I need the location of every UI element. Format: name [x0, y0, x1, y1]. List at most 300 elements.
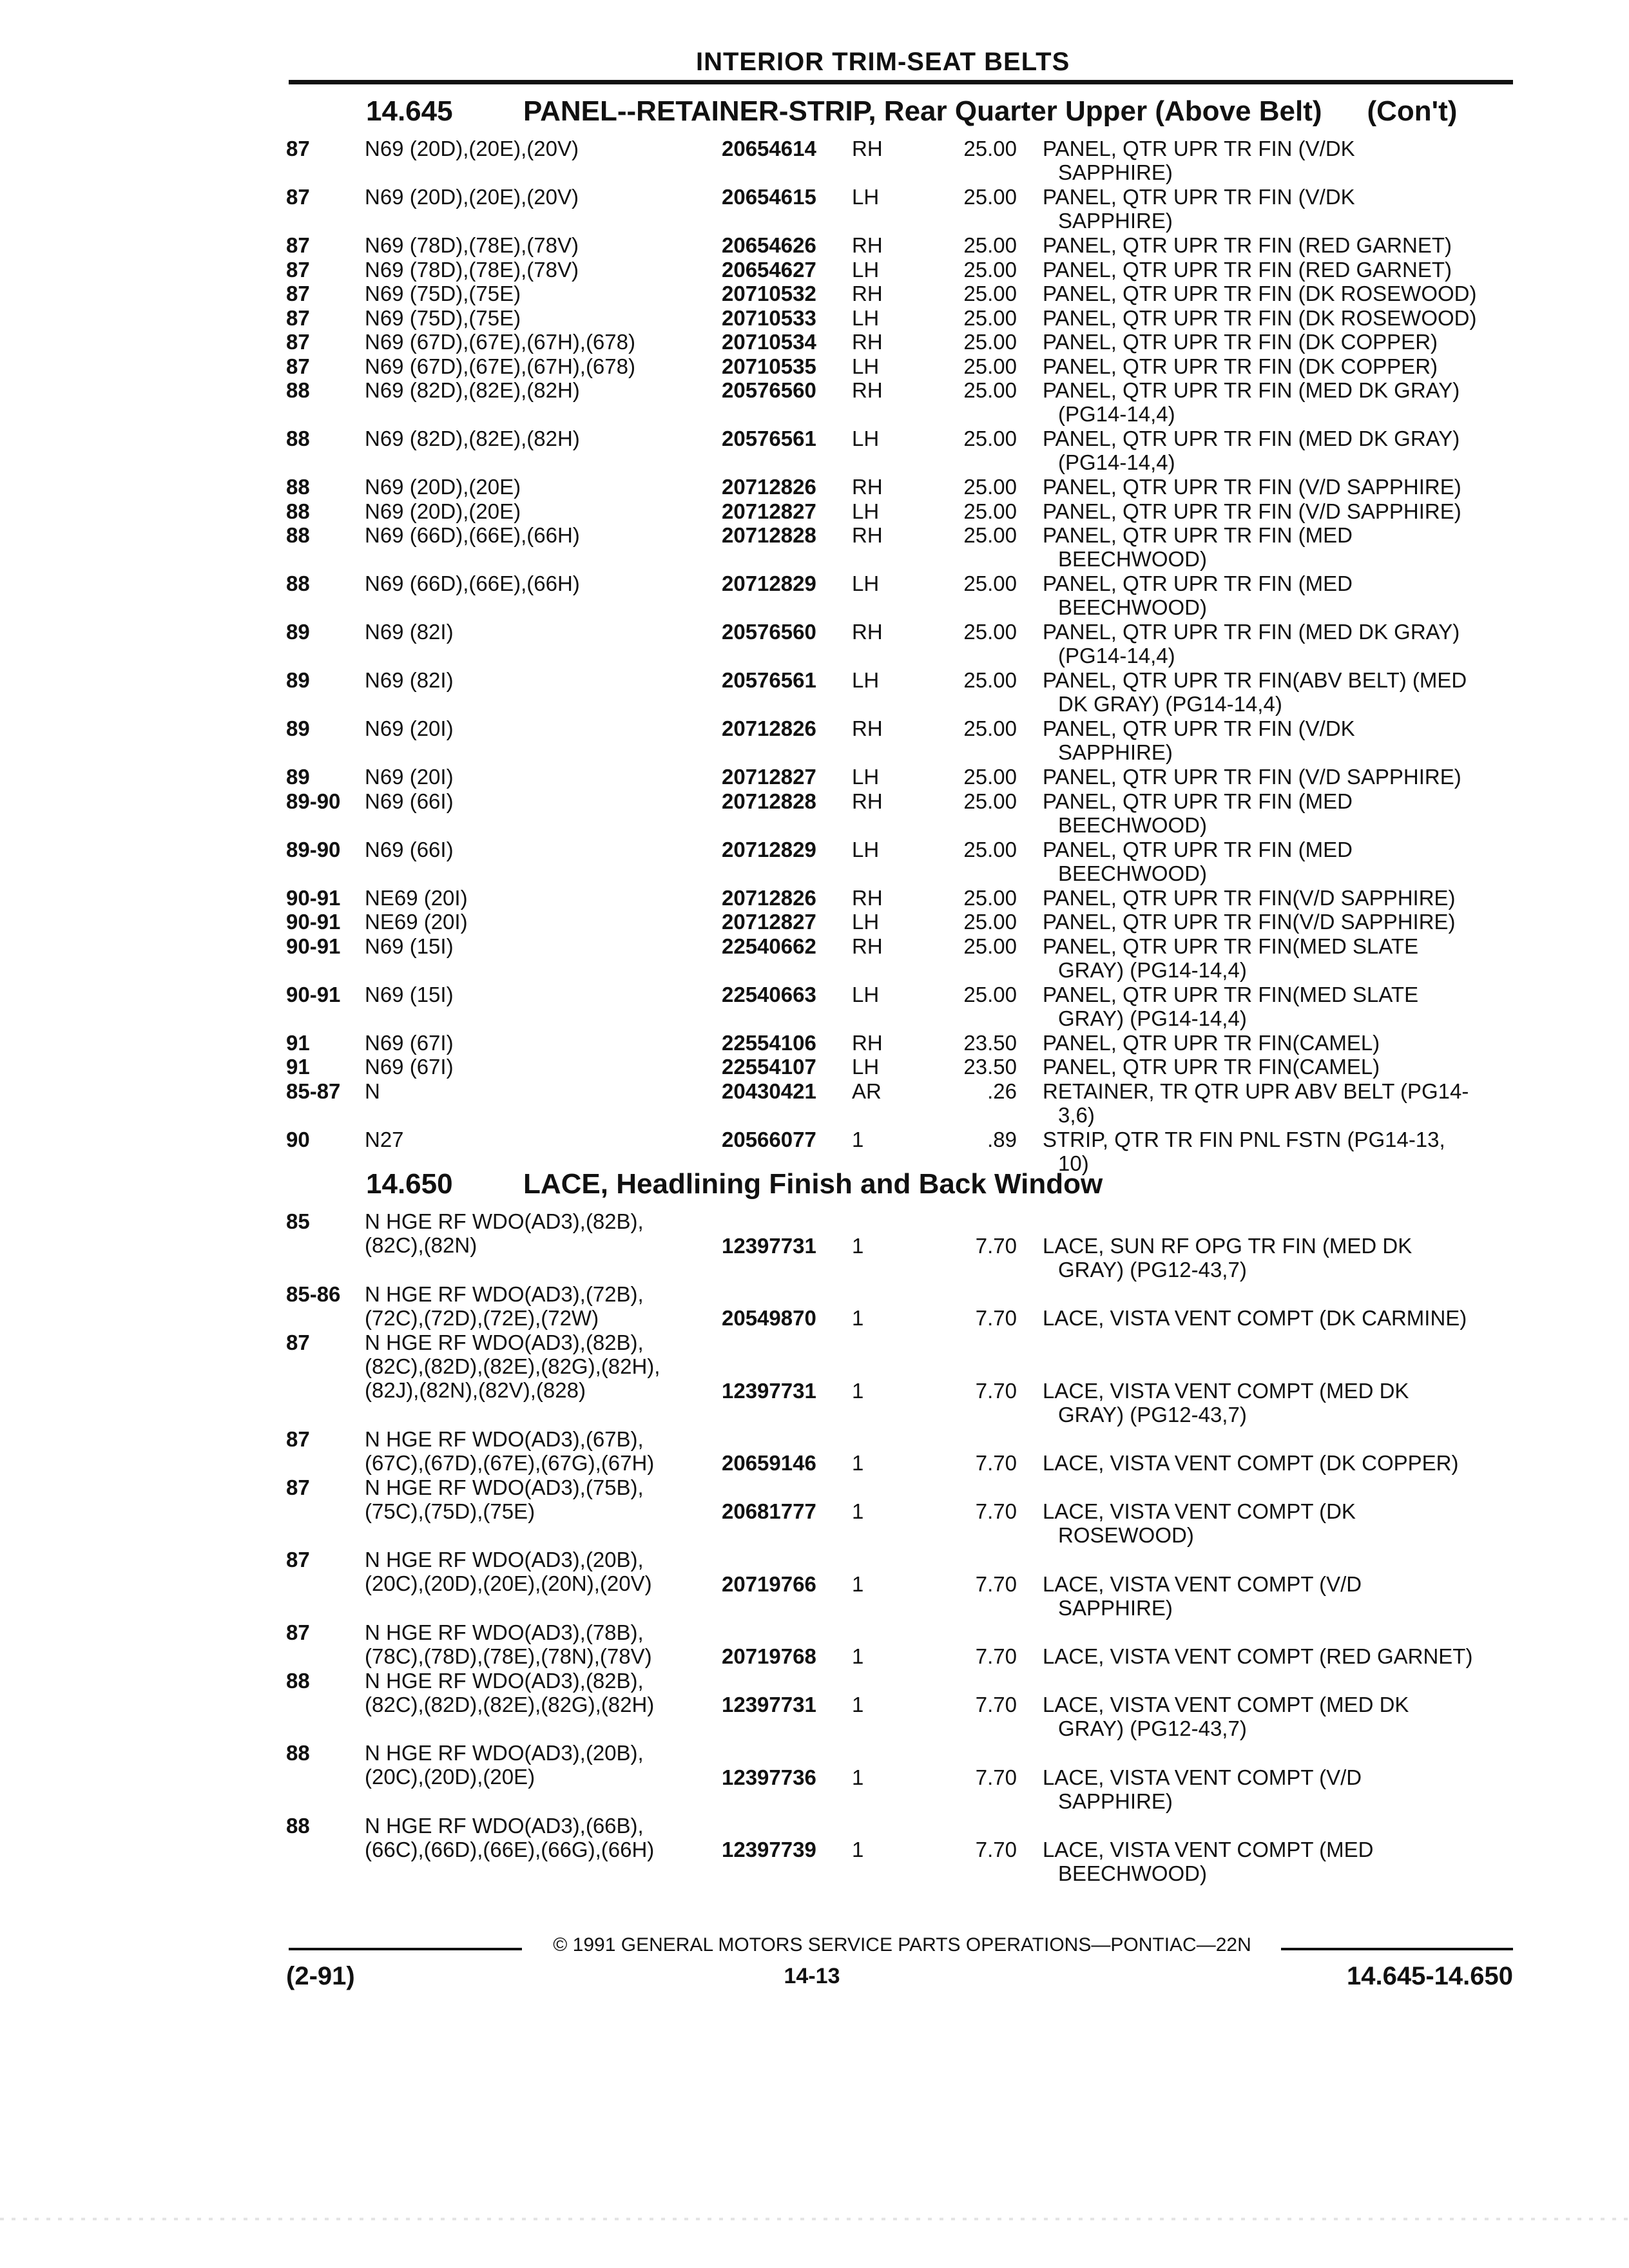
part-number: 20576560: [722, 378, 816, 402]
model-application: [365, 378, 713, 402]
price: 25.00: [963, 305, 1017, 330]
model-line: N69 (20I): [365, 716, 454, 740]
description-line: GRAY) (PG12-43,7): [1058, 1716, 1247, 1740]
description-line: PANEL, QTR UPR TR FIN (MED: [1043, 789, 1353, 813]
model-year: 88: [286, 475, 310, 499]
description-line: (PG14-14,4): [1058, 450, 1175, 474]
part-number: 20712829: [722, 572, 816, 595]
model-line: N69 (82I): [365, 668, 454, 692]
model-year: 90-91: [286, 885, 341, 910]
part-description: [1043, 572, 1507, 619]
description-line: SAPPHIRE): [1058, 740, 1173, 764]
parts-row: [0, 233, 1629, 258]
quantity: LH: [852, 257, 880, 282]
part-number: 20712826: [722, 885, 816, 910]
model-line: (78C),(78D),(78E),(78N),(78V): [365, 1644, 652, 1668]
parts-row: [0, 1475, 1629, 1547]
model-line: (82C),(82D),(82E),(82G),(82H): [365, 1692, 655, 1716]
model-year: 88: [286, 1668, 310, 1693]
footer-section-range: 14.645-14.650: [1346, 1962, 1513, 1990]
description-line: GRAY) (PG14-14,4): [1058, 957, 1247, 982]
description-line: RETAINER, TR QTR UPR ABV BELT (PG14-: [1043, 1079, 1469, 1103]
section-title: LACE, Headlining Finish and Back Window: [523, 1168, 1103, 1200]
quantity: 1: [852, 1499, 864, 1523]
parts-row: [0, 475, 1629, 499]
parts-row: [0, 1813, 1629, 1885]
parts-row: [0, 499, 1629, 524]
model-year: 85: [286, 1209, 310, 1233]
quantity: LH: [852, 910, 880, 934]
model-year: 87: [286, 305, 310, 330]
model-line: N69 (67D),(67E),(67H),(678): [365, 330, 635, 354]
part-description: [1043, 499, 1507, 523]
part-number: 12397731: [722, 1233, 816, 1258]
model-line: N69 (67D),(67E),(67H),(678): [365, 354, 635, 378]
quantity: LH: [852, 305, 880, 330]
price: 7.70: [975, 1644, 1017, 1668]
model-line: (82C),(82D),(82E),(82G),(82H),: [365, 1354, 660, 1378]
part-number: 20712826: [722, 475, 816, 499]
model-application: [365, 1331, 713, 1402]
model-year: 85-86: [286, 1282, 341, 1306]
model-application: [365, 572, 713, 595]
part-description: [1043, 282, 1507, 305]
quantity: LH: [852, 185, 880, 209]
model-year: 89: [286, 765, 310, 789]
description-line: PANEL, QTR UPR TR FIN (RED GARNET): [1043, 257, 1452, 282]
description-line: PANEL, QTR UPR TR FIN (V/D SAPPHIRE): [1043, 475, 1461, 499]
scan-artifact: [0, 2218, 1629, 2220]
part-number: 22554107: [722, 1055, 816, 1079]
model-application: [365, 1079, 713, 1103]
description-line: LACE, VISTA VENT COMPT (DK: [1043, 1499, 1356, 1523]
parts-row: [0, 1330, 1629, 1427]
price: 25.00: [963, 765, 1017, 789]
part-description: [1043, 378, 1507, 426]
model-line: N69 (75D),(75E): [365, 282, 521, 305]
part-number: 20712828: [722, 789, 816, 813]
parts-row: [0, 1620, 1629, 1669]
price: 25.00: [963, 282, 1017, 305]
price: 25.00: [963, 716, 1017, 740]
part-description: [1043, 838, 1507, 885]
model-application: [365, 258, 713, 282]
description-line: LACE, VISTA VENT COMPT (RED GARNET): [1043, 1644, 1473, 1668]
part-number: 20659146: [722, 1451, 816, 1475]
description-line: GRAY) (PG12-43,7): [1058, 1402, 1247, 1427]
model-year: 90-91: [286, 934, 341, 958]
description-line: PANEL, QTR UPR TR FIN (MED DK GRAY): [1043, 620, 1460, 644]
model-year: 88: [286, 523, 310, 547]
part-description: [1043, 886, 1507, 910]
model-line: (82C),(82N): [365, 1233, 477, 1257]
parts-row: [0, 668, 1629, 716]
model-year: 87: [286, 1475, 310, 1499]
model-year: 90-91: [286, 910, 341, 934]
description-line: PANEL, QTR UPR TR FIN (V/D SAPPHIRE): [1043, 499, 1461, 523]
description-line: PANEL, QTR UPR TR FIN(CAMEL): [1043, 1030, 1380, 1055]
parts-row: [0, 789, 1629, 838]
part-description: [1043, 1379, 1507, 1427]
model-application: [365, 306, 713, 330]
model-line: N69 (78D),(78E),(78V): [365, 257, 579, 282]
description-line: PANEL, QTR UPR TR FIN (DK COPPER): [1043, 354, 1438, 378]
model-line: N HGE RF WDO(AD3),(82B),: [365, 1209, 644, 1233]
price: 25.00: [963, 185, 1017, 209]
description-line: LACE, VISTA VENT COMPT (V/D: [1043, 1765, 1362, 1789]
model-application: [365, 1475, 713, 1523]
quantity: LH: [852, 499, 880, 523]
parts-row: [0, 427, 1629, 475]
header-rule: [289, 80, 1513, 84]
price: 7.70: [975, 1233, 1017, 1258]
model-year: 87: [286, 185, 310, 209]
description-line: SAPPHIRE): [1058, 1789, 1173, 1813]
description-line: LACE, VISTA VENT COMPT (V/D: [1043, 1571, 1362, 1596]
model-application: [365, 983, 713, 1006]
description-line: PANEL, QTR UPR TR FIN (RED GARNET): [1043, 233, 1452, 257]
description-line: LACE, VISTA VENT COMPT (MED: [1043, 1838, 1374, 1861]
model-year: 88: [286, 1741, 310, 1765]
part-number: 20576560: [722, 620, 816, 644]
description-line: PANEL, QTR UPR TR FIN (MED: [1043, 837, 1353, 861]
model-line: N69 (20I): [365, 765, 454, 789]
part-number: 20719766: [722, 1571, 816, 1596]
quantity: 1: [852, 1127, 864, 1151]
parts-row: [0, 1209, 1629, 1282]
model-line: N69 (15I): [365, 934, 454, 958]
price: 7.70: [975, 1306, 1017, 1330]
page-header-title: INTERIOR TRIM-SEAT BELTS: [696, 48, 1070, 76]
description-line: PANEL, QTR UPR TR FIN (DK ROSEWOOD): [1043, 305, 1477, 330]
price: 23.50: [963, 1030, 1017, 1055]
model-application: [365, 1548, 713, 1595]
parts-row: [0, 716, 1629, 765]
model-year: 90: [286, 1127, 310, 1151]
part-number: 20710533: [722, 305, 816, 330]
price: 25.00: [963, 934, 1017, 958]
model-year: 87: [286, 282, 310, 305]
model-year: 87: [286, 1330, 310, 1354]
model-year: 88: [286, 499, 310, 523]
model-application: [365, 910, 713, 934]
model-application: [365, 668, 713, 692]
model-line: N HGE RF WDO(AD3),(20B),: [365, 1741, 644, 1765]
model-line: (75C),(75D),(75E): [365, 1499, 535, 1523]
model-line: (72C),(72D),(72E),(72W): [365, 1305, 599, 1330]
model-application: [365, 1282, 713, 1330]
quantity: 1: [852, 1306, 864, 1330]
part-description: [1043, 137, 1507, 184]
part-description: [1043, 934, 1507, 982]
description-line: 10): [1058, 1151, 1089, 1175]
price: 25.00: [963, 475, 1017, 499]
part-description: [1043, 1572, 1507, 1620]
quantity: 1: [852, 1693, 864, 1716]
model-year: 87: [286, 137, 310, 160]
parts-row: [0, 282, 1629, 306]
quantity: LH: [852, 427, 880, 450]
section-title: PANEL--RETAINER-STRIP, Rear Quarter Upper (Above Belt): [523, 95, 1322, 127]
model-line: N69 (66D),(66E),(66H): [365, 572, 580, 595]
model-application: [365, 330, 713, 354]
footer-page-number: 14-13: [784, 1964, 840, 1988]
part-description: [1043, 910, 1507, 934]
description-line: PANEL, QTR UPR TR FIN(V/D SAPPHIRE): [1043, 910, 1456, 934]
model-application: [365, 1669, 713, 1716]
description-line: PANEL, QTR UPR TR FIN (V/DK: [1043, 185, 1355, 209]
quantity: RH: [852, 233, 883, 257]
part-description: [1043, 233, 1507, 257]
footer-date: (2-91): [286, 1962, 355, 1990]
quantity: RH: [852, 620, 883, 644]
parts-row: [0, 523, 1629, 572]
model-line: N HGE RF WDO(AD3),(78B),: [365, 1620, 644, 1644]
parts-row: [0, 838, 1629, 886]
quantity: RH: [852, 789, 883, 813]
model-application: [365, 789, 713, 813]
price: 25.00: [963, 789, 1017, 813]
quantity: RH: [852, 934, 883, 958]
part-number: 20576561: [722, 668, 816, 692]
parts-row: [0, 1055, 1629, 1079]
parts-row: [0, 1668, 1629, 1740]
price: 7.70: [975, 1571, 1017, 1596]
model-year: 85-87: [286, 1079, 341, 1103]
parts-row: [0, 378, 1629, 427]
quantity: 1: [852, 1838, 864, 1861]
description-line: PANEL, QTR UPR TR FIN(CAMEL): [1043, 1055, 1380, 1079]
price: 25.00: [963, 354, 1017, 378]
parts-row: [0, 137, 1629, 185]
model-application: [365, 499, 713, 523]
description-line: LACE, VISTA VENT COMPT (DK COPPER): [1043, 1451, 1459, 1475]
part-description: [1043, 427, 1507, 474]
description-line: PANEL, QTR UPR TR FIN (DK COPPER): [1043, 330, 1438, 354]
model-line: N HGE RF WDO(AD3),(75B),: [365, 1475, 644, 1499]
section-number: 14.650: [366, 1168, 453, 1200]
description-line: (PG14-14,4): [1058, 644, 1175, 668]
description-line: PANEL, QTR UPR TR FIN (MED DK GRAY): [1043, 378, 1460, 402]
model-line: N HGE RF WDO(AD3),(82B),: [365, 1668, 644, 1693]
part-description: [1043, 716, 1507, 764]
model-application: [365, 1427, 713, 1475]
part-description: [1043, 330, 1507, 354]
parts-row: [0, 1548, 1629, 1620]
model-line: N69 (82D),(82E),(82H): [365, 378, 580, 402]
quantity: 1: [852, 1644, 864, 1668]
model-application: [365, 886, 713, 910]
model-line: N69 (78D),(78E),(78V): [365, 233, 579, 257]
description-line: BEECHWOOD): [1058, 547, 1207, 571]
model-year: 89-90: [286, 789, 341, 813]
parts-row: [0, 258, 1629, 282]
model-line: N HGE RF WDO(AD3),(67B),: [365, 1427, 644, 1451]
model-line: N69 (20D),(20E),(20V): [365, 137, 579, 160]
part-description: [1043, 475, 1507, 499]
section-continued: (Con't): [1367, 95, 1458, 127]
description-line: 3,6): [1058, 1102, 1095, 1127]
model-application: [365, 137, 713, 160]
price: 25.00: [963, 427, 1017, 450]
model-line: (20C),(20D),(20E),(20N),(20V): [365, 1571, 652, 1595]
model-application: [365, 934, 713, 958]
description-line: BEECHWOOD): [1058, 861, 1207, 885]
part-description: [1043, 1055, 1507, 1079]
description-line: SAPPHIRE): [1058, 160, 1173, 184]
model-line: N HGE RF WDO(AD3),(72B),: [365, 1282, 644, 1306]
description-line: GRAY) (PG14-14,4): [1058, 1006, 1247, 1030]
price: 25.00: [963, 499, 1017, 523]
model-application: [365, 838, 713, 861]
model-line: N HGE RF WDO(AD3),(20B),: [365, 1548, 644, 1571]
model-year: 87: [286, 354, 310, 378]
quantity: LH: [852, 354, 880, 378]
price: 25.00: [963, 572, 1017, 595]
quantity: LH: [852, 837, 880, 861]
quantity: LH: [852, 765, 880, 789]
part-number: 20712826: [722, 716, 816, 740]
part-description: [1043, 354, 1507, 378]
model-year: 88: [286, 1813, 310, 1838]
price: 25.00: [963, 137, 1017, 160]
part-description: [1043, 258, 1507, 282]
part-description: [1043, 1838, 1507, 1885]
model-line: N69 (66I): [365, 789, 454, 813]
description-line: GRAY) (PG12-43,7): [1058, 1257, 1247, 1282]
description-line: PANEL, QTR UPR TR FIN (MED: [1043, 572, 1353, 595]
part-description: [1043, 1128, 1507, 1175]
quantity: RH: [852, 137, 883, 160]
model-application: [365, 1209, 713, 1257]
quantity: RH: [852, 885, 883, 910]
model-application: [365, 1031, 713, 1055]
price: 23.50: [963, 1055, 1017, 1079]
description-line: PANEL, QTR UPR TR FIN(MED SLATE: [1043, 982, 1419, 1006]
model-application: [365, 1741, 713, 1789]
description-line: LACE, VISTA VENT COMPT (MED DK: [1043, 1378, 1409, 1403]
model-year: 87: [286, 330, 310, 354]
price: 7.70: [975, 1693, 1017, 1716]
quantity: RH: [852, 523, 883, 547]
part-number: 20712828: [722, 523, 816, 547]
part-number: 22540663: [722, 982, 816, 1006]
part-number: 22554106: [722, 1030, 816, 1055]
part-number: 20712827: [722, 765, 816, 789]
price: 25.00: [963, 620, 1017, 644]
model-year: 87: [286, 1620, 310, 1644]
parts-row: [0, 934, 1629, 983]
section-heading: [366, 1168, 1103, 1200]
quantity: RH: [852, 282, 883, 305]
part-number: 20549870: [722, 1306, 816, 1330]
description-line: SAPPHIRE): [1058, 1595, 1173, 1620]
price: 25.00: [963, 330, 1017, 354]
model-application: [365, 427, 713, 450]
part-number: 20710532: [722, 282, 816, 305]
part-number: 20654626: [722, 233, 816, 257]
price: 7.70: [975, 1838, 1017, 1861]
price: 25.00: [963, 668, 1017, 692]
model-line: N69 (20D),(20E),(20V): [365, 185, 579, 209]
part-description: [1043, 1306, 1507, 1330]
model-line: N69 (67I): [365, 1055, 454, 1079]
parts-row: [0, 306, 1629, 331]
model-year: 89: [286, 620, 310, 644]
model-application: [365, 523, 713, 547]
model-year: 88: [286, 572, 310, 595]
part-description: [1043, 185, 1507, 233]
model-application: [365, 620, 713, 644]
model-line: N27: [365, 1127, 404, 1151]
part-description: [1043, 1451, 1507, 1475]
quantity: 1: [852, 1378, 864, 1403]
footer-rule-left: [289, 1948, 522, 1950]
part-number: 20430421: [722, 1079, 816, 1103]
model-year: 87: [286, 257, 310, 282]
part-number: 20654614: [722, 137, 816, 160]
parts-row: [0, 1282, 1629, 1331]
part-number: 20654627: [722, 257, 816, 282]
price: 25.00: [963, 910, 1017, 934]
parts-row: [0, 910, 1629, 934]
model-year: 89-90: [286, 837, 341, 861]
model-application: [365, 1128, 713, 1151]
part-description: [1043, 1079, 1507, 1127]
description-line: PANEL, QTR UPR TR FIN (V/DK: [1043, 137, 1355, 160]
description-line: ROSEWOOD): [1058, 1523, 1194, 1547]
model-application: [365, 233, 713, 257]
description-line: (PG14-14,4): [1058, 402, 1175, 426]
parts-row: [0, 1079, 1629, 1128]
description-line: PANEL, QTR UPR TR FIN (MED DK GRAY): [1043, 427, 1460, 450]
footer-rule-right: [1281, 1948, 1513, 1950]
part-description: [1043, 765, 1507, 789]
part-description: [1043, 668, 1507, 716]
price: 7.70: [975, 1499, 1017, 1523]
quantity: LH: [852, 668, 880, 692]
part-number: 20710534: [722, 330, 816, 354]
part-number: 12397731: [722, 1693, 816, 1716]
description-line: LACE, VISTA VENT COMPT (DK CARMINE): [1043, 1306, 1467, 1330]
model-year: 91: [286, 1030, 310, 1055]
model-line: NE69 (20I): [365, 885, 468, 910]
part-description: [1043, 1765, 1507, 1813]
description-line: LACE, VISTA VENT COMPT (MED DK: [1043, 1693, 1409, 1716]
description-line: PANEL, QTR UPR TR FIN (MED: [1043, 523, 1353, 547]
parts-row: [0, 765, 1629, 789]
quantity: LH: [852, 572, 880, 595]
price: 7.70: [975, 1378, 1017, 1403]
model-year: 89: [286, 668, 310, 692]
part-description: [1043, 620, 1507, 668]
description-line: PANEL, QTR UPR TR FIN(V/D SAPPHIRE): [1043, 885, 1456, 910]
parts-row: [0, 185, 1629, 233]
model-application: [365, 1620, 713, 1668]
price: .26: [987, 1079, 1017, 1103]
quantity: LH: [852, 982, 880, 1006]
model-line: N69 (82I): [365, 620, 454, 644]
price: 25.00: [963, 257, 1017, 282]
price: 25.00: [963, 233, 1017, 257]
model-year: 87: [286, 1548, 310, 1571]
description-line: PANEL, QTR UPR TR FIN (V/DK: [1043, 716, 1355, 740]
quantity: RH: [852, 330, 883, 354]
parts-row: [0, 983, 1629, 1031]
part-description: [1043, 983, 1507, 1030]
description-line: SAPPHIRE): [1058, 209, 1173, 233]
quantity: RH: [852, 1030, 883, 1055]
